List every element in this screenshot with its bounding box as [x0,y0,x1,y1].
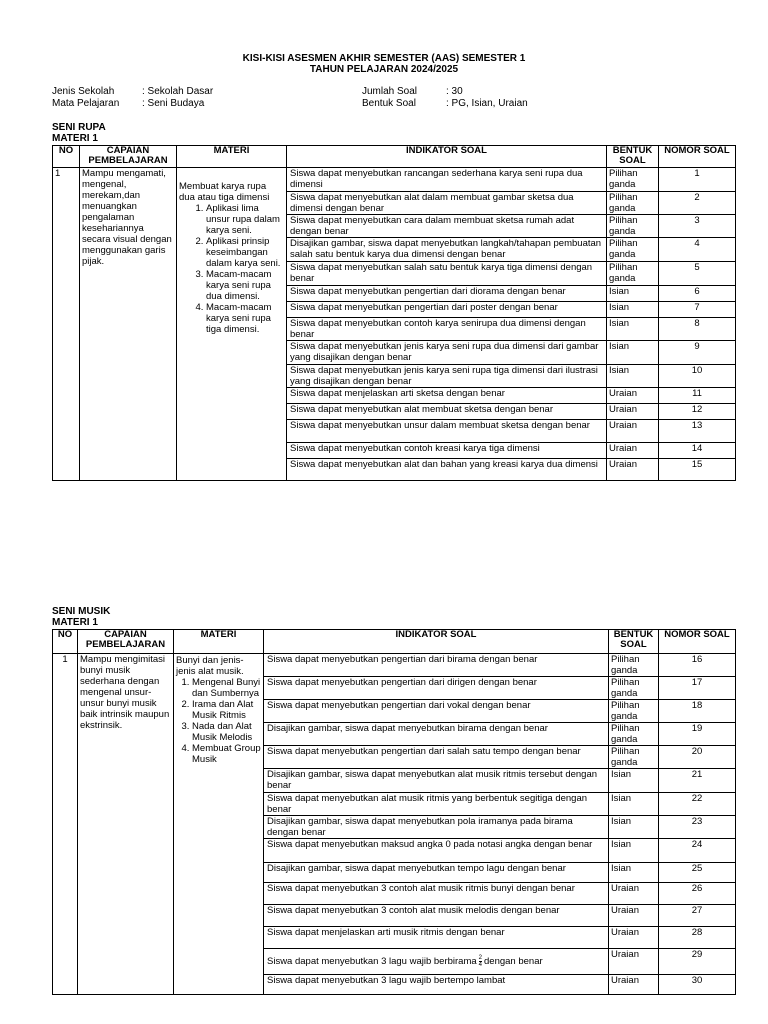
materi-intro: Membuat karya rupa dua atau tiga dimensi [179,181,270,203]
cell-bentuk: Pilihan ganda [607,192,659,215]
cell-nomor: 30 [659,975,736,995]
table-row [53,654,736,677]
cell-nomor: 23 [659,816,736,839]
cell-bentuk: Uraian [609,905,659,927]
cell-indikator: Disajikan gambar, siswa dapat menyebutkan birama dengan benar [264,723,609,746]
cell-nomor: 25 [659,863,736,883]
header-materi: MATERI [177,146,287,168]
cell-nomor: 29 [659,949,736,975]
materi-item: 1. Aplikasi lima unsur rupa dalam karya seni. [206,203,284,236]
cell-indikator: Siswa dapat menyebutkan contoh karya senirupa dua dimensi dengan benar [287,318,607,341]
header-no: NO [53,630,78,654]
cell-bentuk: Uraian [609,975,659,995]
header-capaian: CAPAIAN PEMBELAJARAN [80,146,177,168]
cell-indikator: Siswa dapat menjelaskan arti sketsa dengan benar [287,388,607,404]
cell-nomor: 22 [659,793,736,816]
cell-indikator: Siswa dapat menyebutkan 3 lagu wajib berbirama $\frac{2}{4}$ dengan benar [264,949,609,975]
cell-nomor: 10 [659,365,736,388]
cell-indikator: Siswa dapat menyebutkan salah satu bentuk karya tiga dimensi dengan benar [287,262,607,286]
cell-bentuk: Isian [607,318,659,341]
table-header-row [53,146,736,168]
cell-indikator: Siswa dapat menyebutkan 3 contoh alat musik melodis dengan benar [264,905,609,927]
materi-item: 3. Macam-macam karya seni rupa dua dimensi. [206,269,284,302]
cell-bentuk: Isian [607,365,659,388]
cell-nomor: 19 [659,723,736,746]
cell-indikator: Disajikan gambar, siswa dapat menyebutkan pola iramanya pada birama dengan benar [264,816,609,839]
cell-nomor: 9 [659,341,736,365]
cell-bentuk: Uraian [609,949,659,975]
cell-indikator: Siswa dapat menyebutkan pengertian dari poster dengan benar [287,302,607,318]
cell-bentuk: Uraian [607,459,659,481]
cell-indikator: Siswa dapat menyebutkan unsur dalam membuat sketsa dengan benar [287,420,607,443]
header-nomor: NOMOR SOAL [659,146,736,168]
cell-nomor: 3 [659,215,736,238]
cell-indikator: Siswa dapat menyebutkan alat dalam membuat gambar sketsa dua dimensi dengan benar [287,192,607,215]
info-row-mata-pelajaran: Mata Pelajaran : Seni Budaya [52,98,205,109]
materi-item: 4. Membuat Group Musik [192,743,261,765]
cell-bentuk: Isian [609,816,659,839]
cell-indikator: Siswa dapat menyebutkan pengertian dari salah satu tempo dengan benar [264,746,609,769]
table-seni-rupa [52,145,736,481]
materi-list [176,677,261,765]
table-row [53,168,736,192]
header-materi: MATERI [174,630,264,654]
cell-bentuk: Pilihan ganda [607,238,659,262]
fraction-birama: $\frac{2}{4}$ [478,955,482,968]
header-no: NO [53,146,80,168]
cell-nomor: 28 [659,927,736,949]
cell-indikator: Disajikan gambar, siswa dapat menyebutkan langkah/tahapan pembuatan salah satu bentuk karya dua dimensi dengan benar [287,238,607,262]
cell-indikator: Siswa dapat menyebutkan pengertian dari birama dengan benar [264,654,609,677]
header-nomor: NOMOR SOAL [659,630,736,654]
document-title: KISI-KISI ASESMEN AKHIR SEMESTER (AAS) SEMESTER 1 [242,53,526,64]
cell-indikator: Siswa dapat menyebutkan pengertian dari diorama dengan benar [287,286,607,302]
header-capaian: CAPAIAN PEMBELAJARAN [78,630,174,654]
header-bentuk: BENTUK SOAL [609,630,659,654]
cell-nomor: 1 [659,168,736,192]
cell-indikator: Siswa dapat menyebutkan pengertian dari vokal dengan benar [264,700,609,723]
cell-bentuk: Uraian [607,420,659,443]
cell-bentuk: Isian [607,341,659,365]
cell-nomor: 16 [659,654,736,677]
cell-no: 1 [53,168,80,481]
cell-bentuk: Uraian [607,443,659,459]
cell-indikator: Siswa dapat menyebutkan alat dan bahan yang kreasi karya dua dimensi [287,459,607,481]
cell-bentuk: Uraian [609,927,659,949]
cell-nomor: 15 [659,459,736,481]
info-right [362,86,528,110]
header-bentuk: BENTUK SOAL [607,146,659,168]
cell-nomor: 13 [659,420,736,443]
cell-indikator: Siswa dapat menyebutkan cara dalam membuat sketsa rumah adat dengan benar [287,215,607,238]
info-row-jumlah-soal: Jumlah Soal : 30 [362,86,463,97]
cell-bentuk: Isian [609,769,659,793]
cell-bentuk: Pilihan ganda [609,654,659,677]
cell-nomor: 14 [659,443,736,459]
cell-nomor: 24 [659,839,736,863]
cell-nomor: 21 [659,769,736,793]
cell-indikator: Siswa dapat menyebutkan maksud angka 0 pada notasi angka dengan benar [264,839,609,863]
materi-item: 2. Aplikasi prinsip keseimbangan dalam karya seni. [206,236,284,269]
info-left [52,86,213,110]
cell-bentuk: Pilihan ganda [609,746,659,769]
cell-indikator: Siswa dapat menyebutkan alat musik ritmis yang berbentuk segitiga dengan benar [264,793,609,816]
cell-bentuk: Uraian [607,404,659,420]
materi-list [179,203,284,335]
cell-capaian: Mampu mengamati, mengenal, merekam,dan menuangkan pengalaman kesehariannya secara visual dengan menggunakan garis pijak. [80,168,177,481]
table-header-row [53,630,736,654]
materi-item: 2. Irama dan Alat Musik Ritmis [192,699,261,721]
materi-label-musik: MATERI 1 [52,617,98,628]
cell-nomor: 26 [659,883,736,905]
cell-indikator: Siswa dapat menyebutkan jenis karya seni rupa dua dimensi dari gambar yang disajikan dengan benar [287,341,607,365]
cell-indikator: Siswa dapat menyebutkan 3 contoh alat musik ritmis bunyi dengan benar [264,883,609,905]
cell-bentuk: Pilihan ganda [609,723,659,746]
cell-bentuk: Pilihan ganda [609,677,659,700]
cell-nomor: 8 [659,318,736,341]
table-seni-musik [52,629,736,995]
cell-materi [174,654,264,995]
cell-indikator: Siswa dapat menjelaskan arti musik ritmis dengan benar [264,927,609,949]
cell-bentuk: Uraian [607,388,659,404]
header-indikator: INDIKATOR SOAL [287,146,607,168]
materi-intro: Bunyi dan jenis-jenis alat musik. [176,655,244,677]
cell-indikator: Disajikan gambar, siswa dapat menyebutkan tempo lagu dengan benar [264,863,609,883]
cell-indikator: Siswa dapat menyebutkan contoh kreasi karya tiga dimensi [287,443,607,459]
materi-item: 3. Nada dan Alat Musik Melodis [192,721,261,743]
cell-bentuk: Pilihan ganda [607,215,659,238]
cell-bentuk: Isian [607,286,659,302]
header-indikator: INDIKATOR SOAL [264,630,609,654]
cell-nomor: 7 [659,302,736,318]
materi-item: 1. Mengenal Bunyi dan Sumbernya [192,677,261,699]
cell-indikator: Siswa dapat menyebutkan rancangan sederhana karya seni rupa dua dimensi [287,168,607,192]
cell-nomor: 18 [659,700,736,723]
cell-nomor: 5 [659,262,736,286]
cell-capaian: Mampu mengimitasi bunyi musik sederhana dengan mengenal unsur-unsur bunyi musik baik intrinsik maupun ekstrinsik. [78,654,174,995]
cell-indikator: Siswa dapat menyebutkan alat membuat sketsa dengan benar [287,404,607,420]
cell-bentuk: Isian [609,863,659,883]
cell-bentuk: Pilihan ganda [609,700,659,723]
cell-nomor: 27 [659,905,736,927]
cell-indikator: Siswa dapat menyebutkan 3 lagu wajib bertempo lambat [264,975,609,995]
cell-bentuk: Isian [609,839,659,863]
section-title-seni-rupa: SENI RUPA [52,122,106,133]
cell-nomor: 17 [659,677,736,700]
cell-materi [177,168,287,481]
cell-nomor: 6 [659,286,736,302]
cell-nomor: 12 [659,404,736,420]
cell-indikator: Disajikan gambar, siswa dapat menyebutkan alat musik ritmis tersebut dengan benar [264,769,609,793]
info-row-bentuk-soal: Bentuk Soal : PG, Isian, Uraian [362,98,528,109]
materi-label-rupa: MATERI 1 [52,133,98,144]
cell-indikator: Siswa dapat menyebutkan pengertian dari dirigen dengan benar [264,677,609,700]
cell-nomor: 11 [659,388,736,404]
document-subtitle: TAHUN PELAJARAN 2024/2025 [309,64,459,75]
cell-bentuk: Pilihan ganda [607,262,659,286]
cell-nomor: 20 [659,746,736,769]
cell-nomor: 2 [659,192,736,215]
cell-bentuk: Uraian [609,883,659,905]
section-title-seni-musik: SENI MUSIK [52,606,111,617]
cell-no: 1 [53,654,78,995]
materi-item: 4. Macam-macam karya seni rupa tiga dimensi. [206,302,284,335]
info-row-jenis-sekolah: Jenis Sekolah : Sekolah Dasar [52,86,214,97]
cell-nomor: 4 [659,238,736,262]
cell-bentuk: Isian [607,302,659,318]
cell-bentuk: Pilihan ganda [607,168,659,192]
cell-indikator: Siswa dapat menyebutkan jenis karya seni rupa tiga dimensi dari ilustrasi yang disajikan dengan benar [287,365,607,388]
cell-bentuk: Isian [609,793,659,816]
